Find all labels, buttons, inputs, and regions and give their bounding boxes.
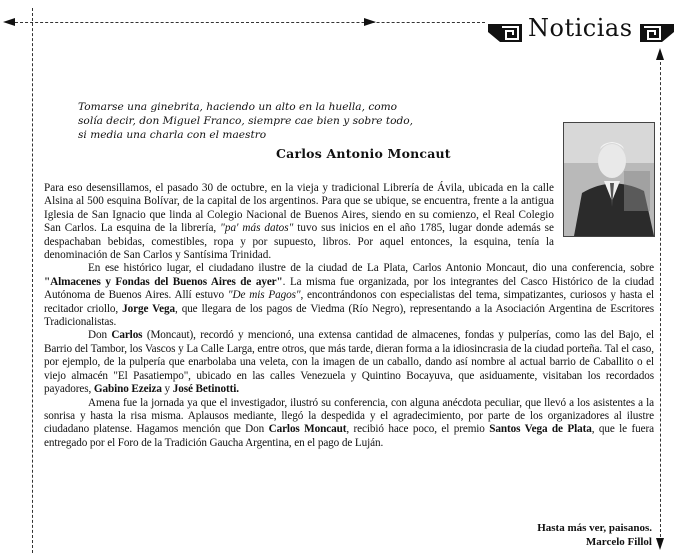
article-body <box>44 182 654 450</box>
signoff <box>537 521 652 549</box>
arrow-left-icon <box>3 18 15 26</box>
frame-left-dashed-line <box>32 8 33 553</box>
intro-quote-line: si media una charla con el maestro <box>78 129 267 141</box>
frame-right-dashed-line <box>660 52 661 542</box>
frame-top-dashed-line <box>15 22 485 23</box>
arrow-up-icon <box>656 48 664 60</box>
signoff-greeting: Hasta más ver, paisanos. <box>537 522 652 534</box>
paragraph: En ese histórico lugar, el ciudadano ilustre de la ciudad de La Plata, Carlos Antonio Moncaut, dio una conferencia, sobre "Almacenes y Fondas del Buenos Aires de ayer". La misma fue organizada, por los integrantes del Casco Histórico de la ciudad Autónoma de Buenos Aires. Allí estuvo "De mis Pagos", encontrándonos con especialistas del tema, simpatizantes, curiosos y hasta el recitador criollo, Jorge Vega, que llegara de los pagos de Viedma (Río Negro), representando a la Asociación Argentina de Escritores Tradicionalistas. <box>44 262 655 329</box>
intro-quote <box>78 100 438 142</box>
greek-key-ornament-left-icon <box>488 24 522 42</box>
intro-quote-line: Tomarse una ginebrita, haciendo un alto en la huella, como <box>78 101 398 113</box>
quote-author: Carlos Antonio Moncaut <box>276 146 451 161</box>
section-title: Noticias <box>528 14 633 42</box>
signoff-author: Marcelo Fillol <box>585 536 652 548</box>
intro-quote-line: solía decir, don Miguel Franco, siempre cae bien y sobre todo, <box>78 115 414 127</box>
arrow-down-icon <box>656 538 664 550</box>
arrow-right-icon <box>364 18 376 26</box>
paragraph: Don Carlos (Moncaut), recordó y mencionó, una extensa cantidad de almacenes, fondas y pulperías, como las del Bajo, el Barrio del Tambor, los Vascos y La Calle Larga, entre otros, que más tarde, dieran forma a la idiosincrasia de la ciudad porteña. Tal el caso, por ejemplo, de la pulpería que enarbolaba una veleta, con la imagen de un caballo, dando así nombre al actual barrio de Caballito o el viejo almacén "El Pasatiempo", ubicado en las calles Venezuela y Quintino Bocayuva, que asiduamente, visitaban los recordados payadores, Gabino Ezeiza y José Betinotti. <box>44 329 654 396</box>
greek-key-ornament-right-icon <box>640 24 674 42</box>
paragraph: Para eso desensillamos, el pasado 30 de octubre, en la vieja y tradicional Librería de Ávila, ubicada en la calle Alsina al 500 esquina Bolívar, de la capital de los argentinos. Para que se ubique, se encuentra, frente a la antigua Iglesia de San Ignacio que linda al Colegio Nacional de Buenos Aires, siendo en su comienzo, el Real Colegio San Carlos. La esquina de la librería, "pa' más datos" tuvo sus inicios en el año 1785, lugar donde además se despachaban bebidas, comestibles, ropa y por supuesto, libros. Por aquel entonces, la esquina, tenía la denominación de San Carlos y Santísima Trinidad. <box>44 182 554 262</box>
paragraph: Amena fue la jornada ya que el investigador, ilustró su conferencia, con alguna anécdota peculiar, que llevó a los asistentes a la sonrisa y hasta la risa misma. Aplausos mediante, llegó la despedida y el agradecimiento, por parte de los organizadores al ilustre ciudadano platense. Hagamos mención que Don Carlos Moncaut, recibió hace poco, el premio Santos Vega de Plata, que le fuera entregado por el Foro de la Tradición Gaucha Argentina, en el pago de Luján. <box>44 396 654 449</box>
